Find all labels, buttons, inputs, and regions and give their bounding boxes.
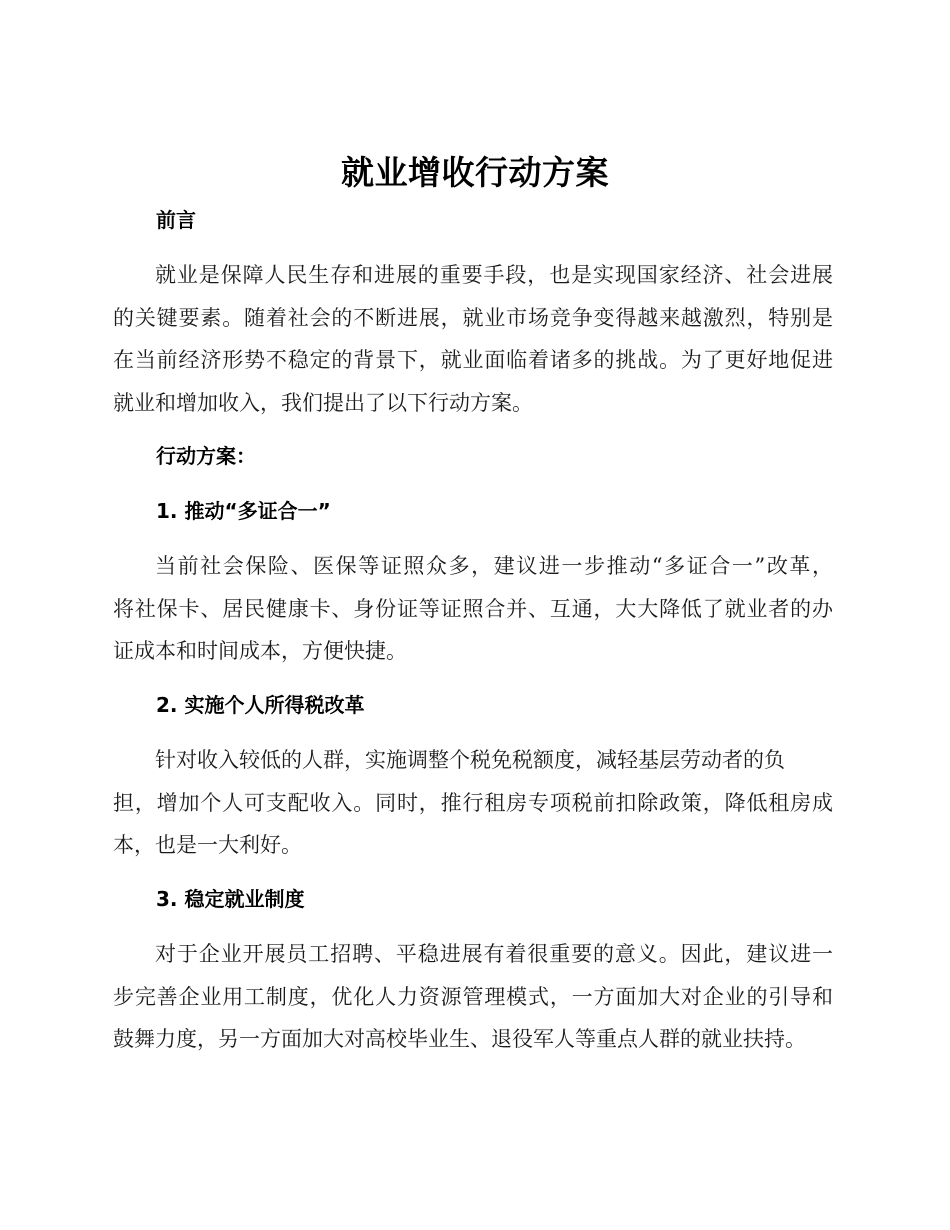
paragraph-line: 对于企业开展员工招聘、平稳进展有着很重要的意义。因此，建议进一 [155, 942, 833, 966]
section-paragraph-2 [113, 739, 833, 867]
document-title: 就业增收行动方案 [341, 153, 609, 192]
section-paragraph-1 [113, 545, 833, 673]
plan-heading: 行动方案： [156, 444, 256, 468]
paragraph-line: 就业是保障人民生存和进展的重要手段，也是实现国家经济、社会进展 [155, 263, 833, 287]
paragraph-line: 在当前经济形势不稳定的背景下，就业面临着诸多的挑战。为了更好地促进 [113, 348, 833, 373]
paragraph-line: 就业和增加收入，我们提出了以下行动方案。 [113, 390, 533, 415]
paragraph-line: 鼓舞力度，另一方面加大对高校毕业生、退役军人等重点人群的就业扶持。 [113, 1027, 806, 1052]
paragraph-line: 担，增加个人可支配收入。同时，推行租房专项税前扣除政策，降低租房成 [113, 790, 833, 815]
section-heading-3: 3. 稳定就业制度 [156, 887, 305, 911]
section-heading-2: 2. 实施个人所得税改革 [156, 693, 365, 717]
section-heading-1: 1. 推动“多证合一” [156, 499, 331, 523]
paragraph-line: 本，也是一大利好。 [113, 833, 302, 858]
preface-heading: 前言 [156, 208, 196, 232]
section-paragraph-3 [113, 933, 833, 1061]
preface-paragraph [113, 254, 833, 424]
paragraph-line: 当前社会保险、医保等证照众多，建议进一步推动“多证合一”改革， [155, 554, 833, 578]
paragraph-line: 将社保卡、居民健康卡、身份证等证照合并、互通，大大降低了就业者的办 [113, 596, 833, 621]
paragraph-line: 证成本和时间成本，方便快捷。 [113, 639, 407, 664]
paragraph-line: 的关键要素。随着社会的不断进展，就业市场竞争变得越来越激烈，特别是 [113, 305, 833, 330]
paragraph-line: 步完善企业用工制度，优化人力资源管理模式，一方面加大对企业的引导和 [113, 984, 833, 1009]
paragraph-line: 针对收入较低的人群，实施调整个税免税额度，减轻基层劳动者的负 [155, 748, 785, 772]
